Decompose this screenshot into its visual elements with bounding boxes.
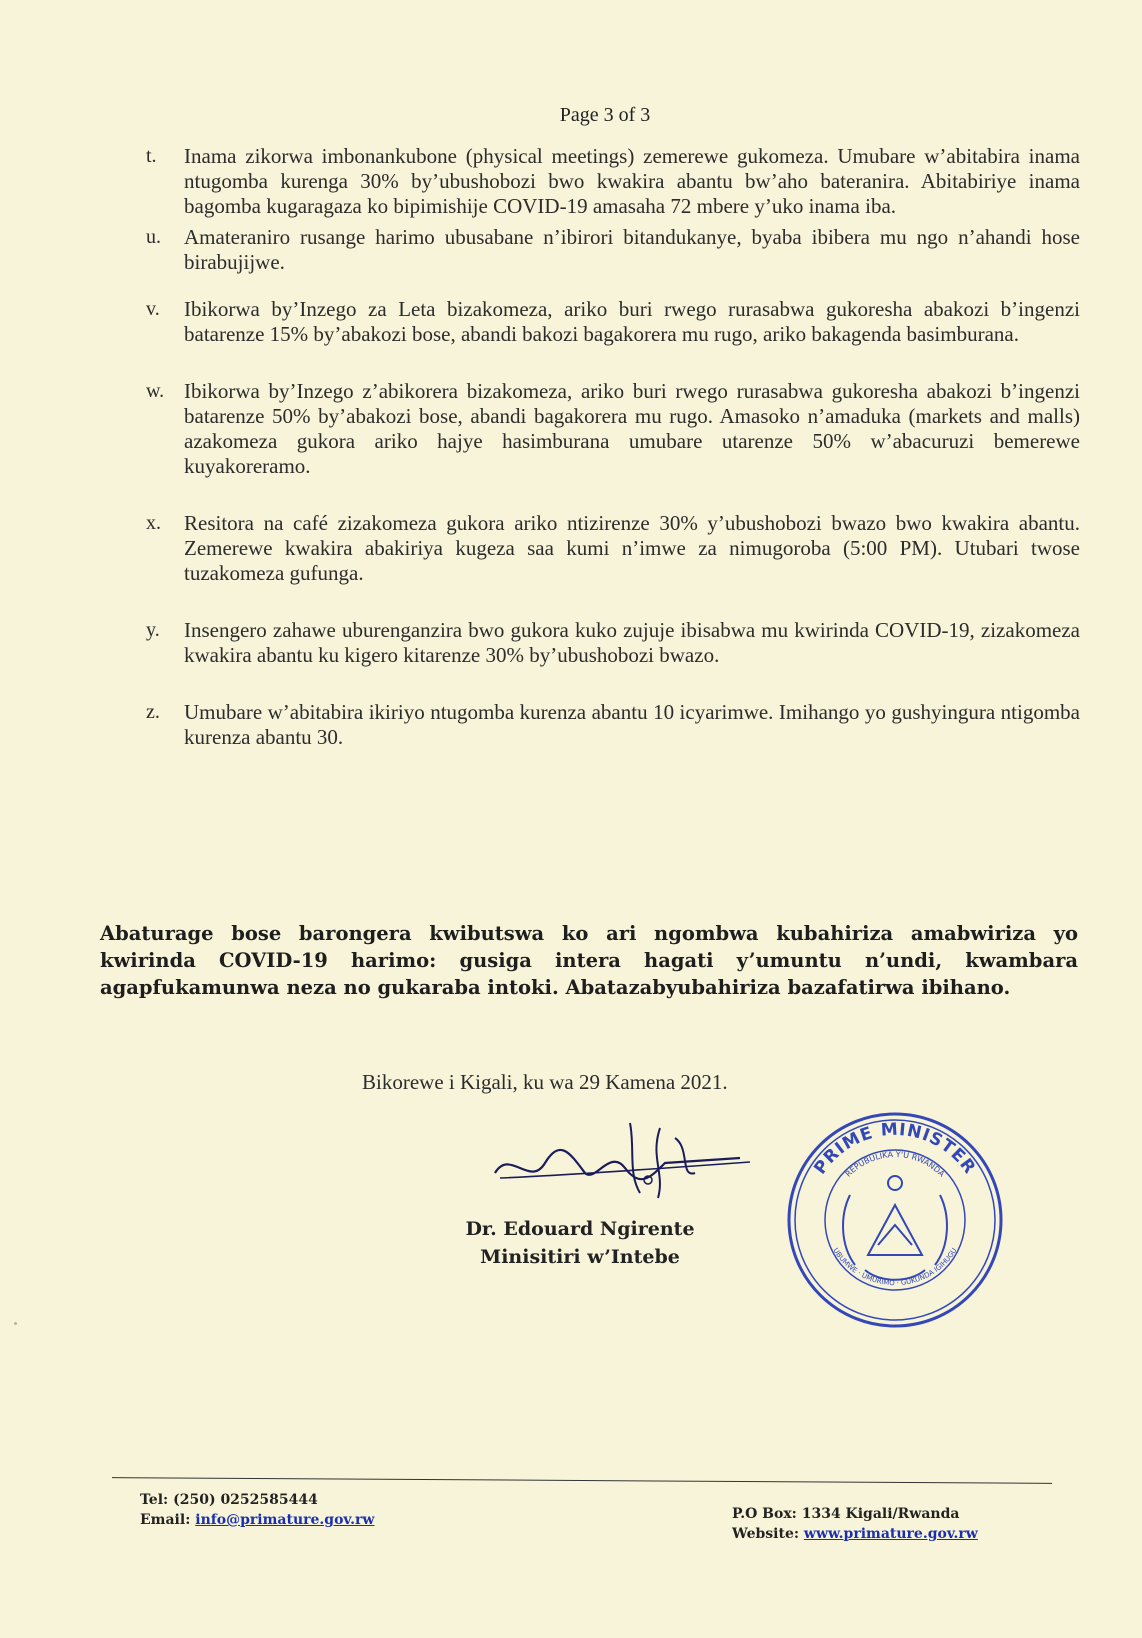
email-link[interactable]: info@primature.gov.rw	[195, 1512, 375, 1528]
signer-name: Dr. Edouard Ngirente	[465, 1218, 695, 1240]
list-item-text: Ibikorwa by’Inzego z’abikorera bizakomeza, ariko buri rwego rurasabwa gukoresha abakozi b’ingenzi batarenze 50% by’abakozi bose, abandi bagakorera mu rugo. Amasoko n’amaduka (markets and malls) azakomeza gukora ariko hajye hasimburana umubare utarenze 50% w’abacuruzi bemerewe kuyakoreramo.	[184, 379, 1080, 478]
list-item-letter: w.	[146, 380, 165, 402]
list-item-text: Ibikorwa by’Inzego za Leta bizakomeza, ariko buri rwego rurasabwa gukoresha abakozi b’ingenzi batarenze 15% by’abakozi bose, abandi bakozi bagakorera mu rugo, ariko bakagenda basimburana.	[184, 297, 1080, 346]
seal-bottom-text: UBUMWE · UMURIMO · GUKUNDA IGIHUGU	[831, 1246, 959, 1288]
signer-title: Minisitiri w’Intebe	[480, 1246, 680, 1268]
seal-top-text: PRIME MINISTER	[810, 1119, 980, 1179]
svg-text:PRIME MINISTER	[810, 1120, 979, 1179]
list-item	[140, 379, 1080, 479]
list-item	[140, 618, 1080, 668]
list-item-letter: v.	[146, 298, 160, 320]
list-item	[140, 297, 1080, 347]
public-notice: Abaturage bose barongera kwibutswa ko ari ngombwa kubahiriza amabwiriza yo kwirinda COVID-19 harimo: gusiga intera hagati y’umuntu n’undi, kwambara agapfukamunwa neza no gukaraba intoki. Abatazabyubahiriza bazafatirwa ibihano.	[100, 922, 1078, 999]
measures-list	[140, 144, 1080, 750]
footer-address	[732, 1504, 978, 1544]
list-item-letter: u.	[146, 226, 161, 248]
list-item-letter: y.	[146, 619, 160, 641]
pobox-value: 1334 Kigali/Rwanda	[801, 1506, 960, 1522]
list-item-text: Umubare w’abitabira ikiriyo ntugomba kurenza abantu 10 icyarimwe. Imihango yo gushyingura ntigomba kurenza abantu 30.	[184, 700, 1080, 749]
list-item-text: Resitora na café zizakomeza gukora ariko ntizirenze 30% y’ubushobozi bwazo bwo kwakira abantu. Zemerewe kwakira abakiriya kugeza saa kumi n’imwe za nimugoroba (5:00 PM). Utubari twose tuzakomeza gufunga.	[184, 511, 1080, 585]
list-item-text: Insengero zahawe uburenganzira bwo gukora kuko zujuje ibisabwa mu kwirinda COVID-19, zizakomeza kwakira abantu ku kigero kitarenze 30% by’ubushobozi bwazo.	[184, 618, 1080, 667]
list-item-text: Amateraniro rusange harimo ubusabane n’ibirori bitandukanye, byaba ibibera mu ngo n’ahandi hose birabujijwe.	[184, 225, 1080, 274]
list-item	[140, 225, 1080, 275]
list-item-letter: t.	[146, 145, 157, 167]
svg-text:REPUBULIKA Y'U RWANDA	[844, 1150, 947, 1179]
list-item-text: Inama zikorwa imbonankubone (physical meetings) zemerewe gukomeza. Umubare w’abitabira inama ntugomba kurenga 30% by’ubushobozi bwo kwakira abantu bw’aho bateranira. Abitabiriye inama bagomba kugaragaza ko bipimishije COVID-19 amasaha 72 mbere y’uko inama iba.	[184, 144, 1080, 218]
seal-ring-text: REPUBULIKA Y'U RWANDA	[843, 1149, 947, 1179]
website-link[interactable]: www.primature.gov.rw	[803, 1526, 978, 1542]
list-item	[140, 511, 1080, 586]
svg-text:UBUMWE · UMURIMO · GUKUNDA IGI	[831, 1247, 958, 1288]
website-label: Website:	[732, 1526, 800, 1542]
page-number: Page 3 of 3	[559, 104, 651, 126]
list-item	[140, 700, 1080, 750]
tel-number: (250) 0252585444	[173, 1492, 318, 1508]
scan-speck	[14, 1322, 17, 1325]
list-item-letter: x.	[146, 512, 161, 534]
email-label: Email:	[140, 1512, 191, 1528]
list-item	[140, 144, 1080, 219]
signer-block	[460, 1215, 700, 1271]
pobox-label: P.O Box:	[732, 1506, 797, 1522]
prime-minister-seal	[780, 1105, 1010, 1335]
footer-contact	[140, 1490, 374, 1530]
footer-divider	[112, 1477, 1052, 1484]
date-line: Bikorewe i Kigali, ku wa 29 Kamena 2021.	[362, 1070, 728, 1094]
signature	[490, 1118, 780, 1208]
tel-label: Tel:	[140, 1492, 169, 1508]
list-item-letter: z.	[146, 701, 160, 723]
